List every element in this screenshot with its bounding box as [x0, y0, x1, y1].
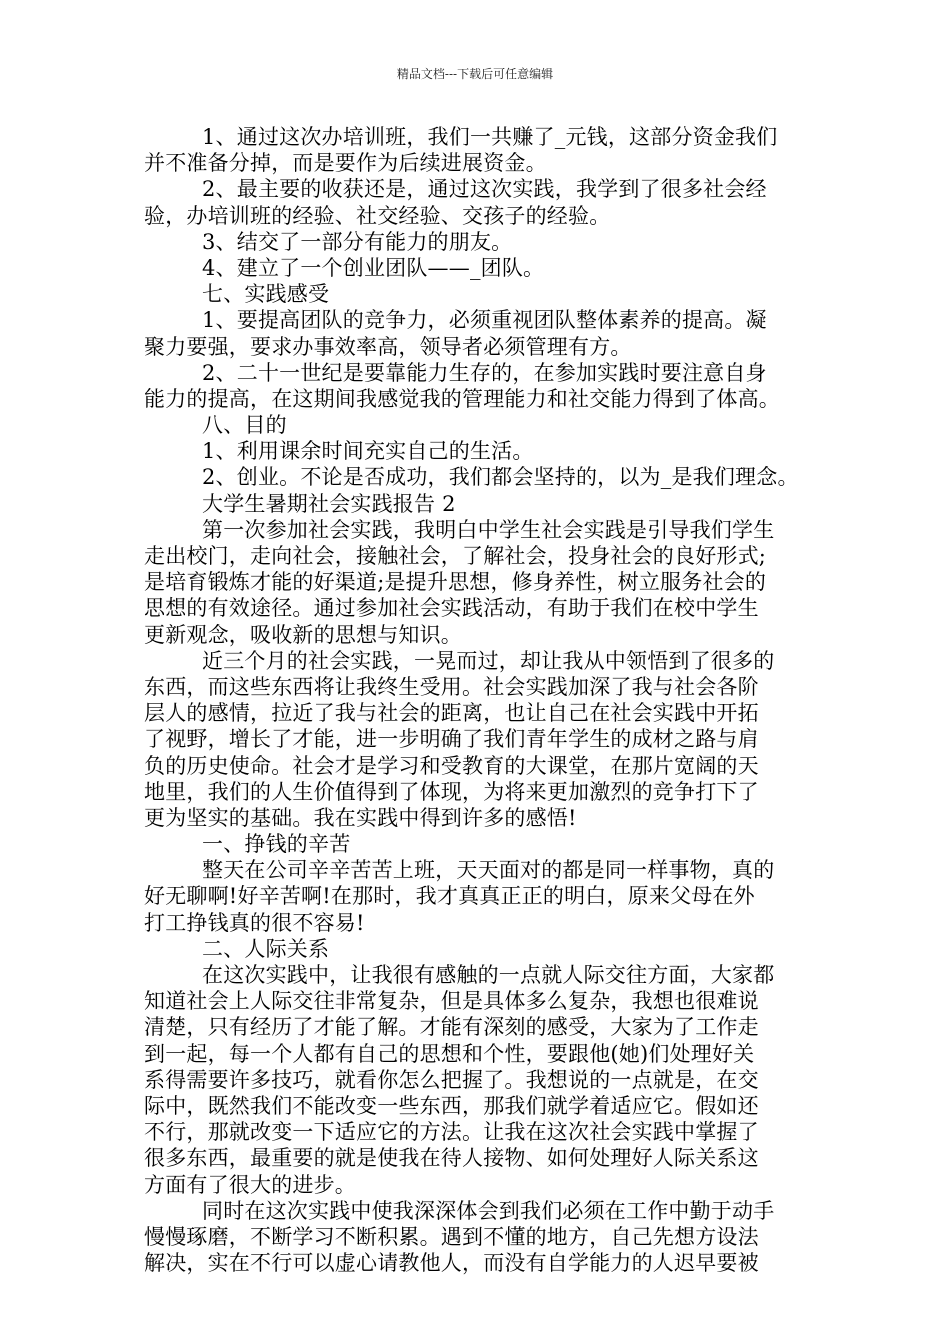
document-body [144, 124, 824, 1276]
text-line: 解决，实在不行可以虚心请教他人，而没有自学能力的人迟早要被 [144, 1251, 759, 1276]
text-line: 走出校门，走向社会，接触社会，了解社会，投身社会的良好形式; [144, 544, 767, 568]
text-line: 际中，既然我们不能改变一些东西，那我们就学着适应它。假如还 [144, 1093, 759, 1118]
text-line: 2、最主要的收获还是，通过这次实践，我学到了很多社会经 [202, 177, 767, 202]
text-line: 并不准备分掉，而是要作为后续进展资金。 [144, 151, 547, 176]
text-line: 更新观念，吸收新的思想与知识。 [144, 622, 462, 647]
text-line: 1、利用课余时间充实自己的生活。 [202, 439, 534, 464]
text-line: 到一起，每一个人都有自己的思想和个性，要跟他(她)们处理好关 [144, 1041, 755, 1066]
text-line: 验，办培训班的经验、社交经验、交孩子的经验。 [144, 203, 611, 228]
text-line: 东西，而这些东西将让我终生受用。社会实践加深了我与社会各阶 [144, 674, 759, 699]
text-line: 系得需要许多技巧，就看你怎么把握了。我想说的一点就是，在交 [144, 1067, 759, 1092]
text-line: 方面有了很大的进步。 [144, 1172, 356, 1197]
text-line: 第一次参加社会实践，我明白中学生社会实践是引导我们学生 [202, 517, 775, 542]
section-heading: 八、目的 [202, 413, 287, 438]
text-line: 不行，那就改变一下适应它的方法。让我在这次社会实践中掌握了 [144, 1120, 759, 1145]
text-line: 打工挣钱真的很不容易! [144, 910, 365, 935]
section-heading: 二、人际关系 [202, 936, 330, 961]
text-line: 同时在这次实践中使我深深体会到我们必须在工作中勤于动手 [202, 1198, 775, 1223]
page-header: 精品文档---下载后可任意编辑 [396, 67, 554, 81]
text-line: 慢慢琢磨，不断学习不断积累。遇到不懂的地方，自己先想方设法 [144, 1224, 759, 1249]
text-line: 2、创业。不论是否成功，我们都会坚持的，以为_是我们理念。 [202, 465, 799, 490]
text-line: 3、结交了一部分有能力的朋友。 [202, 229, 513, 254]
text-line: 整天在公司辛辛苦苦上班，天天面对的都是同一样事物，真的 [202, 858, 775, 883]
text-line: 好无聊啊!好辛苦啊!在那时，我才真真正正的明白，原来父母在外 [144, 884, 755, 909]
section-heading: 七、实践感受 [202, 282, 330, 307]
text-line: 聚力要强，要求办事效率高，领导者必须管理有方。 [144, 334, 632, 359]
text-line: 了视野，增长了才能，进一步明确了我们青年学生的成材之路与肩 [144, 727, 759, 752]
text-line: 1、要提高团队的竞争力，必须重视团队整体素养的提高。凝 [202, 308, 767, 333]
text-line: 负的历史使命。社会才是学习和受教育的大课堂，在那片宽阔的天 [144, 753, 759, 778]
text-line: 很多东西，最重要的就是使我在待人接物、如何处理好人际关系这 [144, 1146, 759, 1171]
text-line: 知道社会上人际交往非常复杂，但是具体多么复杂，我想也很难说 [144, 989, 759, 1014]
text-line: 更为坚实的基础。我在实践中得到许多的感悟! [144, 805, 577, 830]
text-line: 是培育锻炼才能的好渠道;是提升思想，修身养性，树立服务社会的 [144, 570, 767, 595]
text-line: 能力的提高，在这期间我感觉我的管理能力和社交能力得到了体高。 [144, 386, 780, 411]
text-line: 思想的有效途径。通过参加社会实践活动，有助于我们在校中学生 [144, 596, 759, 621]
report-title: 大学生暑期社会实践报告 2 [202, 491, 456, 516]
text-line: 1、通过这次办培训班，我们一共赚了_元钱，这部分资金我们 [202, 125, 778, 149]
text-line: 2、二十一世纪是要靠能力生存的，在参加实践时要注意自身 [202, 360, 767, 385]
section-heading: 一、挣钱的辛苦 [202, 832, 351, 857]
text-line: 近三个月的社会实践，一晃而过，却让我从中领悟到了很多的 [202, 648, 775, 673]
text-line: 地里，我们的人生价值得到了体现，为将来更加激烈的竞争打下了 [144, 779, 759, 804]
text-line: 清楚，只有经历了才能了解。才能有深刻的感受，大家为了工作走 [144, 1015, 759, 1040]
text-line: 在这次实践中，让我很有感触的一点就人际交往方面，大家都 [202, 963, 775, 987]
text-line: 4、建立了一个创业团队——_团队。 [202, 255, 545, 280]
text-line: 层人的感情，拉近了我与社会的距离，也让自己在社会实践中开拓 [144, 701, 759, 726]
